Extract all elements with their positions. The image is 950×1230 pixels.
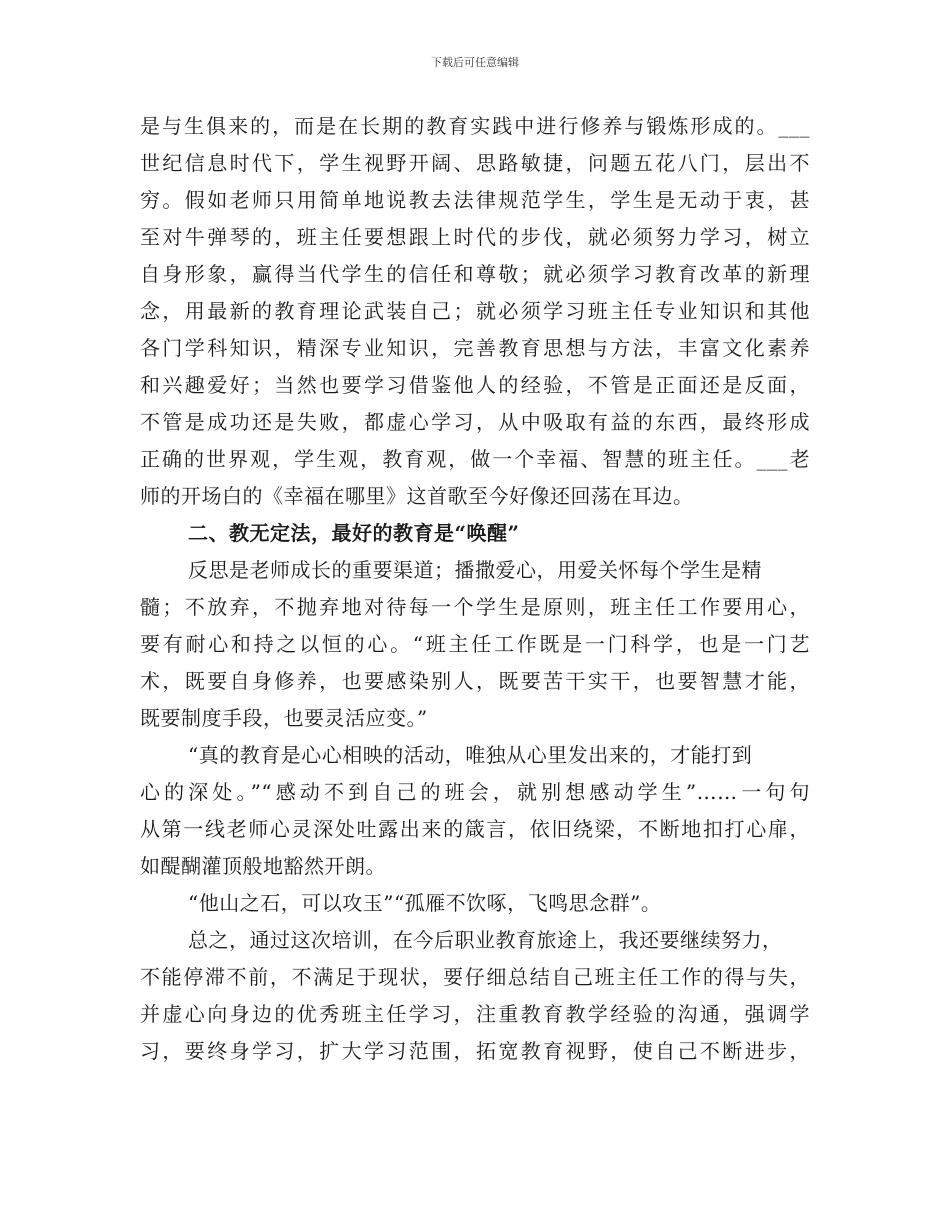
text-line: 总之，通过这次培训，在今后职业教育旅途上，我还要继续努力，	[188, 928, 783, 952]
text-line: “他山之石，可以攻玉”“孤雁不饮啄，飞鸣思念群”。	[188, 891, 662, 915]
text-line: 心的深处。”“感动不到自己的班会，就别想感动学生”……一句句	[140, 780, 810, 804]
text-line: 正确的世界观，学生观，教育观，做一个幸福、智慧的班主任。___老	[140, 447, 810, 471]
document-body	[140, 108, 810, 1070]
text-line: 如醍醐灌顶般地豁然开朗。	[140, 854, 386, 878]
text-line: 术，既要自身修养，也要感染别人，既要苦干实干，也要智慧才能，	[140, 669, 810, 693]
text-line: 世纪信息时代下，学生视野开阔、思路敏捷，问题五花八门，层出不	[140, 151, 810, 175]
text-line: 至对牛弹琴的，班主任要想跟上时代的步伐，就必须努力学习，树立	[140, 225, 810, 249]
text-line: 反思是老师成长的重要渠道；播撒爱心，用爱关怀每个学生是精	[188, 558, 762, 582]
text-line: 不管是成功还是失败，都虚心学习，从中吸取有益的东西，最终形成	[140, 410, 810, 434]
text-line: 髓；不放弃，不抛弃地对待每一个学生是原则，班主任工作要用心，	[140, 595, 810, 619]
text-line: 师的开场白的《幸福在哪里》这首歌至今好像还回荡在耳边。	[140, 484, 694, 508]
text-line: 自身形象，赢得当代学生的信任和尊敬；就必须学习教育改革的新理	[140, 262, 810, 286]
text-line: 和兴趣爱好；当然也要学习借鉴他人的经验，不管是正面还是反面，	[140, 373, 810, 397]
text-line: 穷。假如老师只用简单地说教去法律规范学生，学生是无动于衷，甚	[140, 188, 810, 212]
text-line: 要有耐心和持之以恒的心。“班主任工作既是一门科学，也是一门艺	[140, 632, 810, 656]
text-line: 习，要终身学习，扩大学习范围，拓宽教育视野，使自己不断进步，	[140, 1039, 810, 1063]
page-header: 下载后可任意编辑	[431, 56, 519, 69]
section-heading: 二、教无定法，最好的教育是“唤醒”	[188, 521, 520, 545]
text-line: 既要制度手段，也要灵活应变。”	[140, 706, 428, 730]
text-line: 是与生俱来的，而是在长期的教育实践中进行修养与锻炼形成的。___	[140, 114, 810, 138]
text-line: 各门学科知识，精深专业知识，完善教育思想与方法，丰富文化素养	[140, 336, 810, 360]
text-line: 念，用最新的教育理论武装自己；就必须学习班主任专业知识和其他	[140, 299, 810, 323]
text-line: “真的教育是心心相映的活动，唯独从心里发出来的，才能打到	[188, 743, 753, 767]
text-line: 从第一线老师心灵深处吐露出来的箴言，依旧绕梁，不断地扣打心扉，	[140, 817, 810, 841]
text-line: 不能停滞不前，不满足于现状，要仔细总结自己班主任工作的得与失，	[140, 965, 810, 989]
text-line: 并虚心向身边的优秀班主任学习，注重教育教学经验的沟通，强调学	[140, 1002, 810, 1026]
